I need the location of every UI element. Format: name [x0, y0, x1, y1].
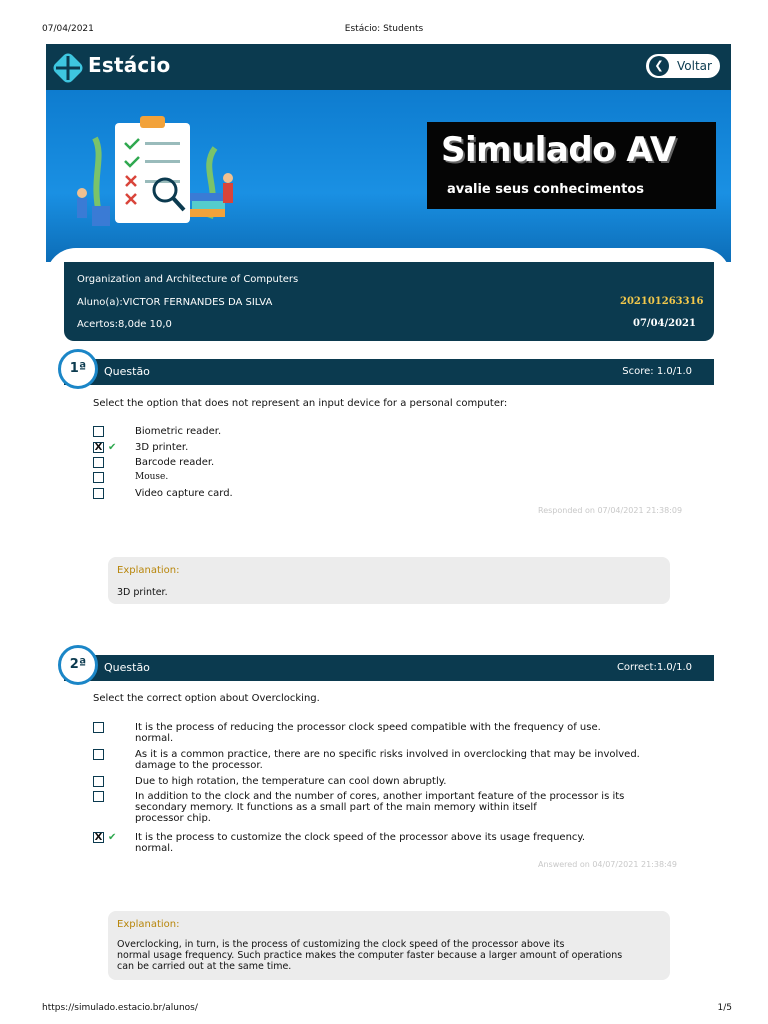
course-name: Organization and Architecture of Computers — [77, 274, 299, 285]
banner-subtitle: avalie seus conhecimentos — [447, 182, 644, 197]
simulado-banner — [427, 122, 716, 209]
back-button[interactable] — [644, 52, 722, 80]
answer-option[interactable] — [93, 832, 653, 856]
student-name: Aluno(a):VICTOR FERNANDES DA SILVA — [77, 297, 273, 308]
back-button-label: Voltar — [677, 59, 712, 73]
question-score: Correct:1.0/1.0 — [616, 662, 692, 673]
answer-option[interactable] — [93, 791, 653, 827]
option-text: In addition to the clock and the number of cores, another important feature of the processor is its secondary memory. It functions as a small part of the main memory within itself processor chip. — [135, 791, 625, 824]
option-text: Barcode reader. — [135, 457, 215, 468]
option-checkbox[interactable] — [93, 749, 104, 760]
print-title: Estácio: Students — [344, 24, 424, 34]
course-info-card — [64, 262, 714, 341]
question-header-1 — [64, 359, 714, 385]
question-number-badge — [58, 645, 98, 685]
question-text: Select the option that does not represent an input device for a personal computer: — [93, 398, 508, 409]
explanation-title: Explanation: — [117, 919, 180, 930]
option-text: Mouse. — [135, 472, 169, 482]
responded-timestamp: Responded on 07/04/2021 21:38:09 — [538, 506, 683, 515]
option-checkbox[interactable] — [93, 776, 104, 787]
explanation-title: Explanation: — [117, 565, 180, 576]
option-checkbox[interactable]: X — [94, 832, 103, 843]
print-page-number: 1/5 — [717, 1003, 732, 1013]
print-url: https://simulado.estacio.br/alunos/ — [42, 1003, 198, 1013]
option-checkbox[interactable] — [93, 791, 104, 802]
question-text: Select the correct option about Overclocking. — [93, 693, 320, 704]
score-summary: Acertos:8,0de 10,0 — [77, 319, 172, 330]
print-date: 07/04/2021 — [42, 24, 94, 34]
option-checkbox[interactable] — [93, 457, 104, 468]
answer-option[interactable] — [93, 722, 653, 746]
option-checkbox[interactable] — [93, 722, 104, 733]
option-checkbox[interactable] — [93, 426, 104, 437]
check-icon: ✔ — [108, 832, 117, 843]
explanation-text: 3D printer. — [117, 587, 168, 598]
question-number: 2ª — [69, 657, 87, 672]
banner-curve — [46, 248, 731, 262]
question-number: 1ª — [69, 361, 87, 376]
brand-name: Estácio — [88, 53, 171, 77]
question-label: Questão — [104, 365, 150, 378]
option-text: 3D printer. — [135, 442, 189, 453]
option-checkbox[interactable] — [93, 472, 104, 483]
answer-option[interactable] — [93, 749, 653, 773]
banner-title: Simulado AV — [441, 130, 676, 170]
explanation-box — [108, 911, 670, 980]
option-text: It is the process to customize the clock speed of the processor above its usage frequency. normal. — [135, 832, 586, 854]
top-bar — [46, 44, 731, 90]
option-text: Biometric reader. — [135, 426, 222, 437]
option-checkbox[interactable] — [93, 488, 104, 499]
explanation-box — [108, 557, 670, 604]
question-number-badge — [58, 349, 98, 389]
question-label: Questão — [104, 661, 150, 674]
option-checkbox[interactable]: X — [94, 442, 103, 453]
option-text: As it is a common practice, there are no specific risks involved in overclocking that may be involved. damage to the processor. — [135, 749, 640, 771]
check-icon: ✔ — [108, 442, 117, 453]
chevron-left-icon: ❮ — [649, 56, 669, 76]
question-score: Score: 1.0/1.0 — [622, 366, 692, 377]
explanation-text: Overclocking, in turn, is the process of customizing the clock speed of the processor above its normal usage frequency. Such practice makes the computer faster because a larger amount of operations can be carried out at the same time. — [117, 939, 623, 972]
exam-date: 07/04/2021 — [633, 318, 696, 329]
option-text: Due to high rotation, the temperature can cool down abruptly. — [135, 776, 447, 787]
option-text: Video capture card. — [135, 488, 233, 499]
checklist-illustration-icon — [60, 98, 250, 238]
banner — [46, 90, 731, 262]
estacio-logo-icon — [52, 52, 84, 84]
question-header-2 — [64, 655, 714, 681]
option-text: It is the process of reducing the processor clock speed compatible with the frequency of use. normal. — [135, 722, 601, 744]
student-id: 202101263316 — [620, 296, 704, 307]
responded-timestamp: Answered on 04/07/2021 21:38:49 — [538, 860, 677, 869]
